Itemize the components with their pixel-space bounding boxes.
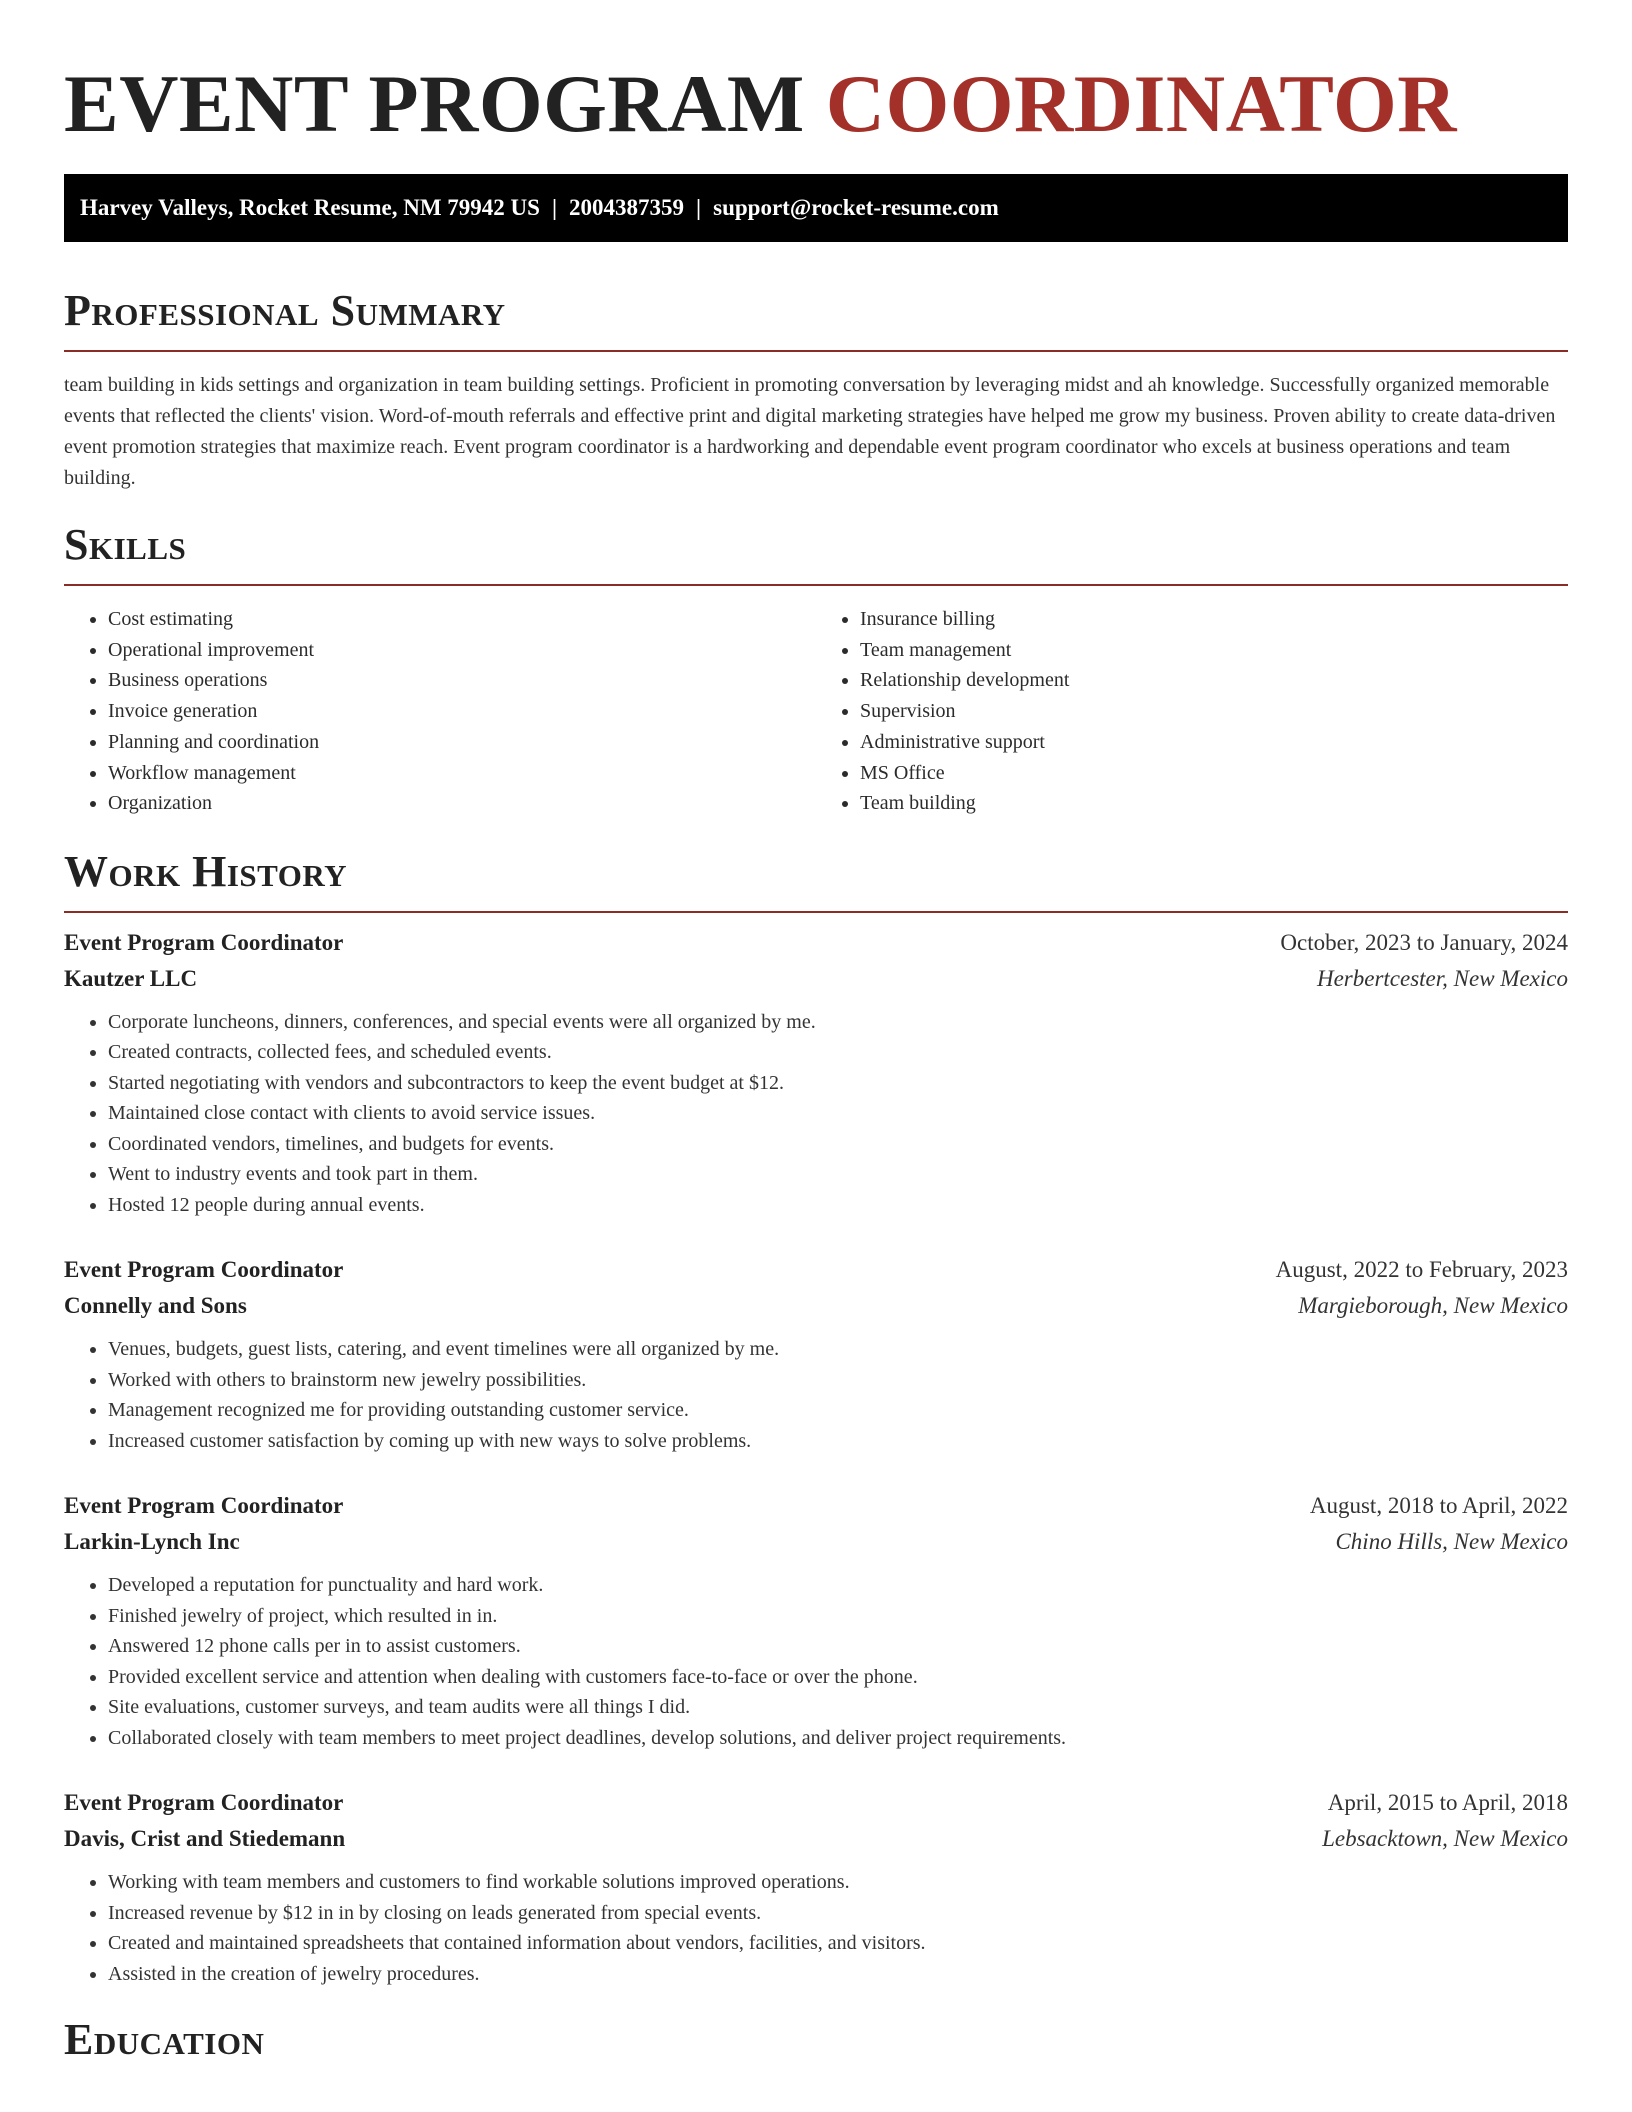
summary-heading: Professional Summary [64,286,506,335]
job-bullet: • Provided excellent service and attention when dealing with customers face-to-face or over the phone. [108,1662,1568,1693]
job-dates: August, 2022 to February, 2023 [1275,1257,1568,1283]
job-bullet: • Maintained close contact with clients to avoid service issues. [108,1098,1568,1129]
section-divider [64,350,1568,352]
skills-section [64,520,1568,819]
job-company: Connelly and Sons [64,1293,247,1319]
job-bullet: • Venues, budgets, guest lists, catering, and event timelines were all organized by me. [108,1334,1568,1365]
job-bullet: • Created contracts, collected fees, and scheduled events. [108,1037,1568,1068]
skills-columns [64,604,1568,819]
job-location: Herbertcester, New Mexico [1316,965,1568,991]
job-bullet-list [64,1867,1568,1989]
job-location: Chino Hills, New Mexico [1335,1529,1568,1555]
work-history-section [64,847,1568,1990]
job-title: Event Program Coordinator [64,1493,344,1519]
job-entry [64,925,1568,1221]
job-header-row [64,925,1568,961]
job-bullet: • Went to industry events and took part in them. [108,1159,1568,1190]
job-bullet: • Started negotiating with vendors and subcontractors to keep the event budget at $12. [108,1068,1568,1099]
job-company-row [64,1821,1568,1857]
skill-item: • Insurance billing [860,604,1568,635]
contact-separator: | [551,195,558,220]
job-bullet: • Coordinated vendors, timelines, and budgets for events. [108,1129,1568,1160]
title-main: EVENT PROGRAM [64,58,805,149]
education-section [64,2015,1568,2065]
resume-title [64,0,1568,150]
resume-page [64,0,1568,2065]
skill-item: • Invoice generation [108,696,816,727]
contact-bar [64,174,1568,242]
job-bullet: • Hosted 12 people during annual events. [108,1190,1568,1221]
summary-section [64,286,1568,494]
section-divider [64,584,1568,586]
skill-item: • Team management [860,635,1568,666]
education-heading: Education [64,2015,265,2065]
title-accent: COORDINATOR [825,58,1457,149]
job-list [64,925,1568,1990]
job-bullet: • Assisted in the creation of jewelry procedures. [108,1959,1568,1990]
job-company: Kautzer LLC [64,965,198,991]
job-bullet-list [64,1334,1568,1456]
contact-email: support@rocket-resume.com [713,195,999,220]
job-dates: October, 2023 to January, 2024 [1280,929,1568,955]
skill-item: • Administrative support [860,727,1568,758]
job-header-row [64,1252,1568,1288]
job-company-row [64,961,1568,997]
job-bullet-list [64,1570,1568,1753]
job-title: Event Program Coordinator [64,1790,344,1816]
job-dates: April, 2015 to April, 2018 [1327,1790,1568,1816]
job-company-row [64,1524,1568,1560]
job-bullet: • Worked with others to brainstorm new jewelry possibilities. [108,1365,1568,1396]
job-bullet: • Working with team members and customers to find workable solutions improved operations. [108,1867,1568,1898]
job-bullet: • Collaborated closely with team members to meet project deadlines, develop solutions, and deliver project requirements. [108,1723,1568,1754]
job-bullet: • Answered 12 phone calls per in to assist customers. [108,1631,1568,1662]
job-bullet: • Created and maintained spreadsheets that contained information about vendors, facilities, and visitors. [108,1928,1568,1959]
skills-heading: Skills [64,520,187,569]
section-divider [64,911,1568,913]
contact-phone: 2004387359 [569,195,685,220]
job-dates: August, 2018 to April, 2022 [1309,1493,1568,1519]
job-header-row [64,1785,1568,1821]
job-bullet: • Increased revenue by $12 in in by closing on leads generated from special events. [108,1898,1568,1929]
job-bullet: • Site evaluations, customer surveys, and team audits were all things I did. [108,1692,1568,1723]
job-title: Event Program Coordinator [64,1257,344,1283]
contact-address: Harvey Valleys, Rocket Resume, NM 79942 US [80,195,540,220]
skill-item: • Cost estimating [108,604,816,635]
skill-item: • Planning and coordination [108,727,816,758]
skill-item: • Operational improvement [108,635,816,666]
job-company-row [64,1288,1568,1324]
job-bullet: • Increased customer satisfaction by coming up with new ways to solve problems. [108,1426,1568,1457]
job-bullet: • Management recognized me for providing outstanding customer service. [108,1395,1568,1426]
job-entry [64,1785,1568,1989]
work-history-heading: Work History [64,846,348,896]
job-bullet-list [64,1007,1568,1221]
job-location: Lebsacktown, New Mexico [1322,1826,1568,1852]
summary-text: team building in kids settings and organization in team building settings. Proficient in promoting conversation by leveraging midst and ah knowledge. Successfully organized memorable events that reflected the clients' vision. Word-of-mouth referrals and effective print and digital marketing strategies have helped me grow my business. Proven ability to create data-driven event promotion strategies that maximize reach. Event program coordinator is a hardworking and dependable event program coordinator who excels at business operations and team building. [64,374,1556,489]
job-company: Larkin-Lynch Inc [64,1529,240,1555]
skills-list-left [64,604,816,819]
skill-item: • Supervision [860,696,1568,727]
job-bullet: • Developed a reputation for punctuality and hard work. [108,1570,1568,1601]
job-entry [64,1252,1568,1456]
job-location: Margieborough, New Mexico [1298,1293,1568,1319]
skill-item: • MS Office [860,758,1568,789]
skill-item: • Business operations [108,665,816,696]
contact-separator: | [696,195,702,220]
job-company: Davis, Crist and Stiedemann [64,1826,346,1852]
job-bullet: • Corporate luncheons, dinners, conferences, and special events were all organized by me. [108,1007,1568,1038]
job-bullet: • Finished jewelry of project, which resulted in in. [108,1601,1568,1632]
skill-item: • Relationship development [860,665,1568,696]
skill-item: • Workflow management [108,758,816,789]
skill-item: • Team building [860,788,1568,819]
job-title: Event Program Coordinator [64,929,344,955]
job-entry [64,1488,1568,1753]
skills-list-right [816,604,1568,819]
skill-item: • Organization [108,788,816,819]
job-header-row [64,1488,1568,1524]
